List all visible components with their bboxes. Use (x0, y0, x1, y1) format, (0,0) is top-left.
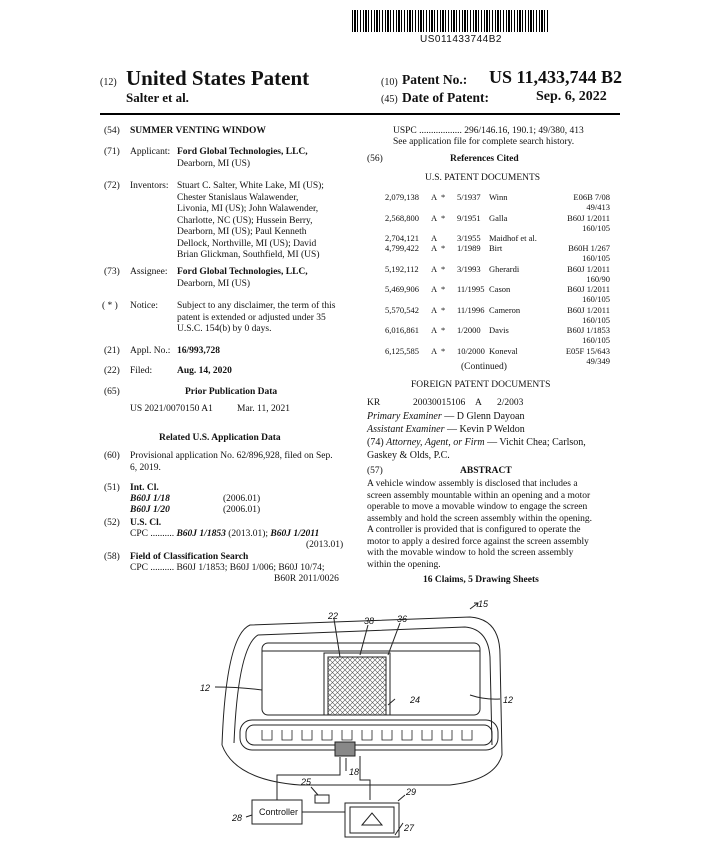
search-field-line: B60R 2011/0026 (274, 574, 339, 584)
abstract-text (367, 479, 612, 571)
assistant-examiner (367, 424, 525, 437)
ref-label: 15 (478, 599, 489, 609)
ref-date: 3/1993 (457, 263, 481, 274)
code-65: (65) (104, 387, 120, 397)
reference-row (385, 213, 610, 235)
abstract-line: operable to move a movable window to engage the screen (367, 502, 588, 512)
inventor-line: Brian Glickman, Southfield, MI (US) (177, 250, 320, 260)
ref-star: * (441, 304, 446, 315)
us-patents-heading: U.S. PATENT DOCUMENTS (425, 173, 541, 183)
int-cl-code: B60J 1/18 (130, 494, 170, 504)
code-74: (74) (367, 437, 384, 448)
inventor-line: Livonia, MI (US); John Walawender, (177, 204, 319, 214)
abstract-line: assembly and hold the screen assembly within the opening. (367, 513, 593, 524)
code-52: (52) (104, 518, 120, 528)
ref-number: 2,704,121 (385, 233, 419, 243)
ref-date: 9/1951 (457, 212, 481, 223)
ref-class: 160/105 (582, 314, 610, 325)
ref-label: 25 (301, 777, 312, 787)
ref-name: Cameron (489, 304, 521, 315)
ref-star: * (441, 284, 446, 294)
int-cl-version: (2006.01) (223, 494, 261, 504)
primary-examiner (367, 411, 524, 424)
notice-line: patent is extended or adjusted under 35 (177, 312, 326, 323)
ref-date: 3/1955 (457, 233, 481, 243)
ref-name: Cason (489, 284, 511, 294)
ref-class: 49/349 (586, 355, 610, 366)
screen-assembly (328, 657, 386, 715)
code-21: (21) (104, 346, 120, 356)
appl-no: 16/993,728 (177, 346, 221, 356)
abstract-line: with the movable window to hold the screen assembly (367, 548, 574, 558)
code-12: (12) (100, 77, 117, 88)
ref-name: Galla (489, 212, 508, 223)
ref-number: 2,568,800 (385, 212, 419, 223)
ref-number: 5,570,542 (385, 304, 419, 315)
ref-class: 160/105 (582, 335, 610, 345)
barcode (352, 10, 550, 32)
ref-class: 160/90 (586, 273, 610, 284)
ref-date: 1/1989 (457, 243, 481, 253)
ref-date: 1/2000 (457, 325, 481, 335)
appl-no-label: Appl. No.: (130, 346, 171, 356)
code-54: (54) (104, 126, 120, 136)
primary-examiner-name: — D Glenn Dayoan (444, 411, 525, 422)
code-10: (10) (381, 77, 398, 88)
patent-drawing (0, 595, 720, 847)
document-title: United States Patent (126, 66, 310, 90)
cpc-version: (2013.01); (228, 529, 269, 539)
code-22: (22) (104, 366, 120, 376)
code-73: (73) (104, 267, 120, 277)
ref-label: 18 (349, 767, 360, 777)
assistant-examiner-label: Assistant Examiner (367, 424, 445, 435)
claims-count: 16 Claims, 5 Drawing Sheets (423, 575, 539, 585)
attorney-name-cont: Gaskey & Olds, P.C. (367, 450, 450, 461)
ref-star: * (441, 263, 446, 274)
ref-name: Koneval (489, 345, 518, 356)
inventors-label: Inventors: (130, 181, 169, 191)
code-71: (71) (104, 147, 120, 157)
foreign-heading: FOREIGN PATENT DOCUMENTS (411, 380, 551, 390)
prior-pub-number: US 2021/0070150 A1 (130, 404, 213, 414)
ref-name: Davis (489, 325, 509, 335)
abstract-line: within the opening. (367, 559, 441, 570)
ref-class: 160/105 (582, 222, 610, 233)
reference-row (385, 264, 610, 286)
ref-number: 5,469,906 (385, 284, 419, 294)
ref-kind: A (431, 284, 438, 294)
primary-examiner-label: Primary Examiner (367, 411, 442, 422)
ref-class: B60J 1/2011 (567, 304, 610, 315)
ref-class: 49/413 (586, 202, 610, 212)
sensor (315, 795, 329, 803)
prior-pub-date: Mar. 11, 2021 (237, 404, 290, 414)
us-cl-label: U.S. Cl. (130, 518, 162, 528)
int-cl-label: Int. Cl. (130, 483, 159, 493)
ref-star: * (441, 345, 446, 356)
ref-label: 12 (200, 683, 211, 693)
code-45: (45) (381, 94, 398, 105)
filed-date: Aug. 14, 2020 (177, 366, 232, 376)
applicant-location: Dearborn, MI (US) (177, 158, 251, 169)
ref-class: B60J 1/2011 (567, 263, 610, 274)
foreign-kind: A (475, 398, 482, 408)
code-57: (57) (367, 466, 383, 476)
code-60: (60) (104, 451, 120, 461)
motor (335, 742, 355, 756)
search-history-note: See application file for complete search history. (393, 137, 575, 147)
ref-label: 36 (397, 614, 408, 624)
ref-label: 22 (328, 611, 339, 621)
patent-number: US 11,433,744 B2 (489, 67, 623, 87)
abstract-line: motor to apply a desired force against the screen assembly (367, 536, 589, 547)
code-72: (72) (104, 181, 120, 191)
ref-name: Gherardi (489, 263, 520, 274)
attorney (367, 437, 586, 450)
ref-number: 5,192,112 (385, 263, 419, 274)
ref-label: 27 (404, 823, 415, 833)
ref-label: 28 (232, 813, 243, 823)
provisional-line: 6, 2019. (130, 462, 161, 473)
search-field-line: CPC .......... B60J 1/1853; B60J 1/006; B60J 10/74; (130, 563, 325, 573)
ref-star: * (441, 212, 446, 223)
ref-label: 38 (364, 616, 375, 626)
notice-text (177, 301, 335, 336)
ref-name: Maidhof et al. (489, 233, 537, 243)
assistant-examiner-name: — Kevin P Weldon (447, 424, 525, 435)
reference-row (385, 243, 610, 265)
continued-note: (Continued) (461, 362, 507, 372)
inventors-list (177, 181, 352, 262)
notice-line: Subject to any disclaimer, the term of this (177, 301, 336, 311)
header-rule (100, 113, 620, 115)
int-cl-code: B60J 1/20 (130, 505, 170, 515)
assignee-location: Dearborn, MI (US) (177, 278, 251, 289)
ref-date: 5/1937 (457, 192, 481, 202)
ref-kind: A (431, 345, 438, 356)
filed-label: Filed: (130, 366, 153, 376)
ref-date: 11/1995 (457, 284, 485, 294)
date-label: Date of Patent: (402, 90, 489, 105)
applicant-label: Applicant: (130, 147, 171, 157)
ref-class: B60J 1/2011 (567, 284, 610, 294)
assignee-label: Assignee: (130, 267, 168, 277)
us-cl-line (130, 529, 319, 541)
ref-kind: A (431, 263, 438, 274)
ref-class: E06B 7/08 (573, 192, 610, 202)
ref-class: 160/105 (582, 253, 610, 263)
ref-class: E05F 15/643 (565, 345, 610, 356)
reference-row (385, 192, 610, 214)
abstract-heading: ABSTRACT (460, 466, 512, 476)
ref-date: 10/2000 (457, 345, 485, 356)
ref-kind: A (431, 212, 438, 223)
prior-pub-heading: Prior Publication Data (185, 387, 278, 397)
reference-row (385, 325, 610, 347)
foreign-date: 2/2003 (497, 398, 524, 408)
ref-star: * (441, 243, 446, 253)
ref-label: 24 (410, 695, 421, 705)
ref-number: 6,016,861 (385, 325, 419, 335)
ref-star: * (441, 192, 446, 202)
ref-class: 160/105 (582, 294, 610, 304)
notice-label: Notice: (130, 301, 158, 311)
code-notice: ( * ) (102, 301, 118, 311)
foreign-ref (367, 398, 617, 410)
reference-row (385, 305, 610, 327)
foreign-number: 20030015106 (413, 398, 466, 408)
ref-class: B60H 1/267 (568, 243, 610, 253)
int-cl-version: (2006.01) (223, 505, 261, 515)
related-heading: Related U.S. Application Data (159, 433, 281, 443)
controller-label: Controller (259, 807, 299, 817)
cpc-label: CPC .......... (130, 529, 175, 539)
inventor-line: Chester Stanislaus Walawender, (177, 192, 299, 203)
reference-row (385, 284, 610, 306)
ref-class: B60J 1/2011 (567, 212, 610, 223)
ref-date: 11/1996 (457, 304, 485, 315)
ref-number: 2,079,138 (385, 192, 419, 202)
patent-date: Sep. 6, 2022 (536, 89, 607, 104)
inventor-line: Stuart C. Salter, White Lake, MI (US); (177, 181, 324, 191)
ref-label: 12 (503, 695, 514, 705)
code-56: (56) (367, 154, 383, 164)
display-device (345, 803, 399, 837)
ref-class: B60J 1/1853 (566, 325, 610, 335)
references-heading: References Cited (450, 154, 519, 164)
applicant-name: Ford Global Technologies, LLC, (177, 147, 308, 157)
cpc-version: (2013.01) (306, 540, 344, 550)
cpc-code: B60J 1/2011 (270, 529, 320, 539)
code-58: (58) (104, 552, 120, 562)
invention-title: SUMMER VENTING WINDOW (130, 126, 266, 136)
abstract-line: screen assembly mountable within an opening and a motor (367, 490, 591, 501)
patent-no-label: Patent No.: (402, 72, 468, 87)
ref-name: Birt (489, 243, 503, 253)
abstract-line: A controller is provided that is configured to operate the (367, 525, 581, 535)
code-51: (51) (104, 483, 120, 493)
attorney-name: — Vichit Chea; Carlson, (487, 437, 586, 448)
first-inventor: Salter et al. (126, 90, 189, 105)
ref-number: 6,125,585 (385, 345, 419, 356)
uspc-line: USPC .................. 296/146.16, 190.1; 49/380, 413 (393, 126, 584, 136)
attorney-label: Attorney, Agent, or Firm (386, 437, 485, 448)
assignee-name: Ford Global Technologies, LLC, (177, 267, 308, 277)
barcode-number: US011433744B2 (420, 34, 502, 45)
ref-label: 29 (406, 787, 417, 797)
notice-line: U.S.C. 154(b) by 0 days. (177, 324, 272, 334)
inventor-line: Dearborn, MI (US); Paul Kenneth (177, 227, 307, 237)
ref-kind: A (431, 325, 438, 335)
ref-star: * (441, 325, 446, 335)
ref-number: 4,799,422 (385, 243, 419, 253)
ref-kind: A (431, 233, 438, 243)
provisional-line: Provisional application No. 62/896,928, filed on Sep. (130, 451, 333, 461)
provisional-text (130, 451, 333, 474)
ref-name: Winn (489, 192, 508, 202)
inventor-line: Dellock, Northville, MI (US); David (177, 238, 317, 249)
ref-kind: A (431, 192, 438, 202)
door-bottom (222, 745, 502, 785)
abstract-line: A vehicle window assembly is disclosed that includes a (367, 479, 578, 489)
inventor-line: Charlotte, NC (US); Hussein Berry, (177, 215, 313, 226)
ref-kind: A (431, 243, 438, 253)
foreign-country: KR (367, 398, 381, 408)
search-field-label: Field of Classification Search (130, 552, 249, 562)
ref-kind: A (431, 304, 438, 315)
cpc-code: B60J 1/1853 (176, 529, 226, 539)
